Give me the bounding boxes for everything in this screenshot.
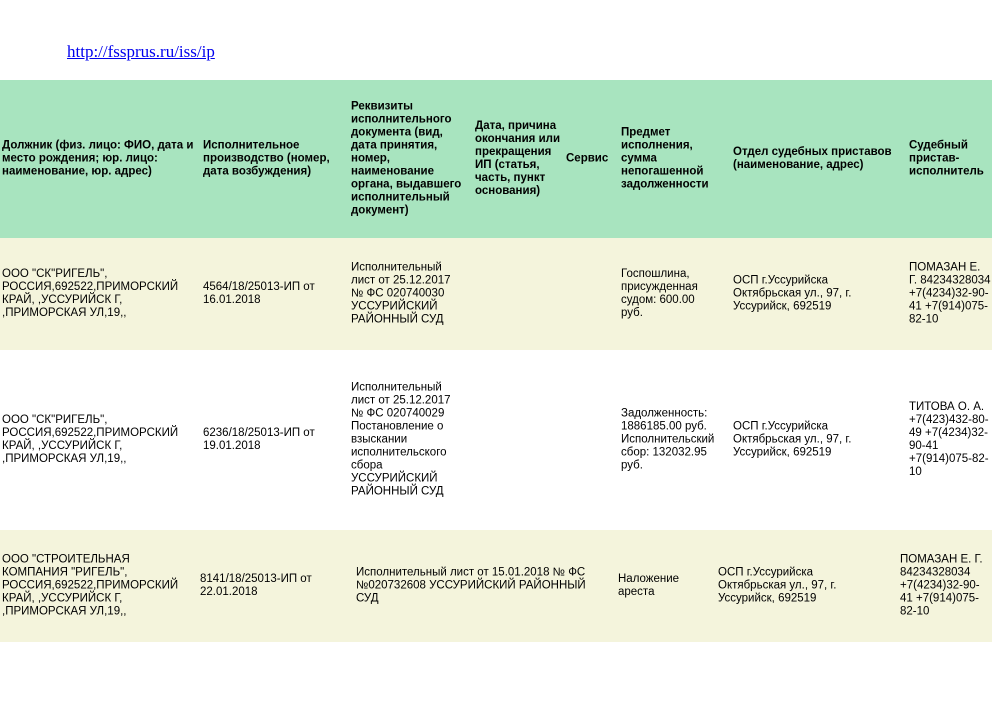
cell-debtor: ООО "СТРОИТЕЛЬНАЯ КОМПАНИЯ "РИГЕЛЬ", РОССИЯ,692522,ПРИМОРСКИЙ КРАЙ, ,УССУРИЙСК Г, ,ПРИМОРСКАЯ УЛ,19,,: [2, 553, 179, 618]
cell-debtor: ООО "СК"РИГЕЛЬ", РОССИЯ,692522,ПРИМОРСКИЙ КРАЙ, ,УССУРИЙСК Г, ,ПРИМОРСКАЯ УЛ,19,,: [2, 268, 179, 319]
cell-debtor: ООО "СК"РИГЕЛЬ", РОССИЯ,692522,ПРИМОРСКИЙ КРАЙ, ,УССУРИЙСК Г, ,ПРИМОРСКАЯ УЛ,19,,: [2, 414, 179, 465]
cell-document: Исполнительный лист от 25.12.2017 № ФС 020740030 УССУРИЙСКИЙ РАЙОННЫЙ СУД: [351, 261, 451, 326]
header-service: Сервис: [566, 152, 609, 165]
header-document: Реквизиты исполнительного документа (вид, дата принятия, номер, наименование органа, выдавшего исполнительный документ): [351, 100, 462, 217]
cell-subject: Наложение ареста: [618, 573, 680, 598]
header-department: Отдел судебных приставов (наименование, адрес): [733, 146, 892, 171]
cell-subject: Госпошлина, присужденная судом: 600.00 руб.: [621, 268, 698, 319]
cell-document: Исполнительный лист от 15.01.2018 № ФС №020732608 УССУРИЙСКИЙ РАЙОННЫЙ СУД: [356, 566, 586, 605]
header-proceeding: Исполнительное производство (номер, дата возбуждения): [203, 139, 330, 178]
table-row: [0, 238, 992, 350]
header-debtor: Должник (физ. лицо: ФИО, дата и место рождения; юр. лицо: наименование, юр. адрес): [2, 139, 194, 178]
source-link[interactable]: http://fssprus.ru/iss/ip: [67, 42, 215, 61]
table-row: [0, 350, 992, 530]
header-bailiff: Судебный пристав-исполнитель: [909, 139, 984, 178]
cell-bailiff: ПОМАЗАН Е. Г. 84234328034 +7(4234)32-90-41 +7(914)075-82-10: [900, 553, 983, 618]
cell-department: ОСП г.Уссурийска Октябрьская ул., 97, г. Уссурийск, 692519: [733, 420, 852, 459]
cell-department: ОСП г.Уссурийска Октябрьская ул., 97, г. Уссурийск, 692519: [718, 566, 837, 605]
cell-subject: Задолженность: 1886185.00 руб. Исполнительский сбор: 132032.95 руб.: [621, 407, 715, 472]
cell-bailiff: ПОМАЗАН Е. Г. 84234328034 +7(4234)32-90-41 +7(914)075-82-10: [909, 261, 991, 326]
table-header: [0, 80, 992, 238]
cell-proceeding: 6236/18/25013-ИП от 19.01.2018: [203, 427, 315, 452]
header-end-date: Дата, причина окончания или прекращения ИП (статья, часть, пункт основания): [475, 120, 561, 197]
cell-proceeding: 4564/18/25013-ИП от 16.01.2018: [203, 281, 315, 306]
cell-document: Исполнительный лист от 25.12.2017 № ФС 020740029 Постановление о взыскании исполнительского сбора УССУРИЙСКИЙ РАЙОННЫЙ СУД: [351, 381, 451, 498]
header-subject: Предмет исполнения, сумма непогашенной задолженности: [621, 126, 709, 191]
cell-bailiff: ТИТОВА О. А. +7(423)432-80-49 +7(4234)32-90-41 +7(914)075-82-10: [909, 401, 989, 478]
cell-department: ОСП г.Уссурийска Октябрьская ул., 97, г. Уссурийск, 692519: [733, 274, 852, 313]
cell-proceeding: 8141/18/25013-ИП от 22.01.2018: [200, 573, 312, 598]
table-row: [0, 530, 992, 642]
